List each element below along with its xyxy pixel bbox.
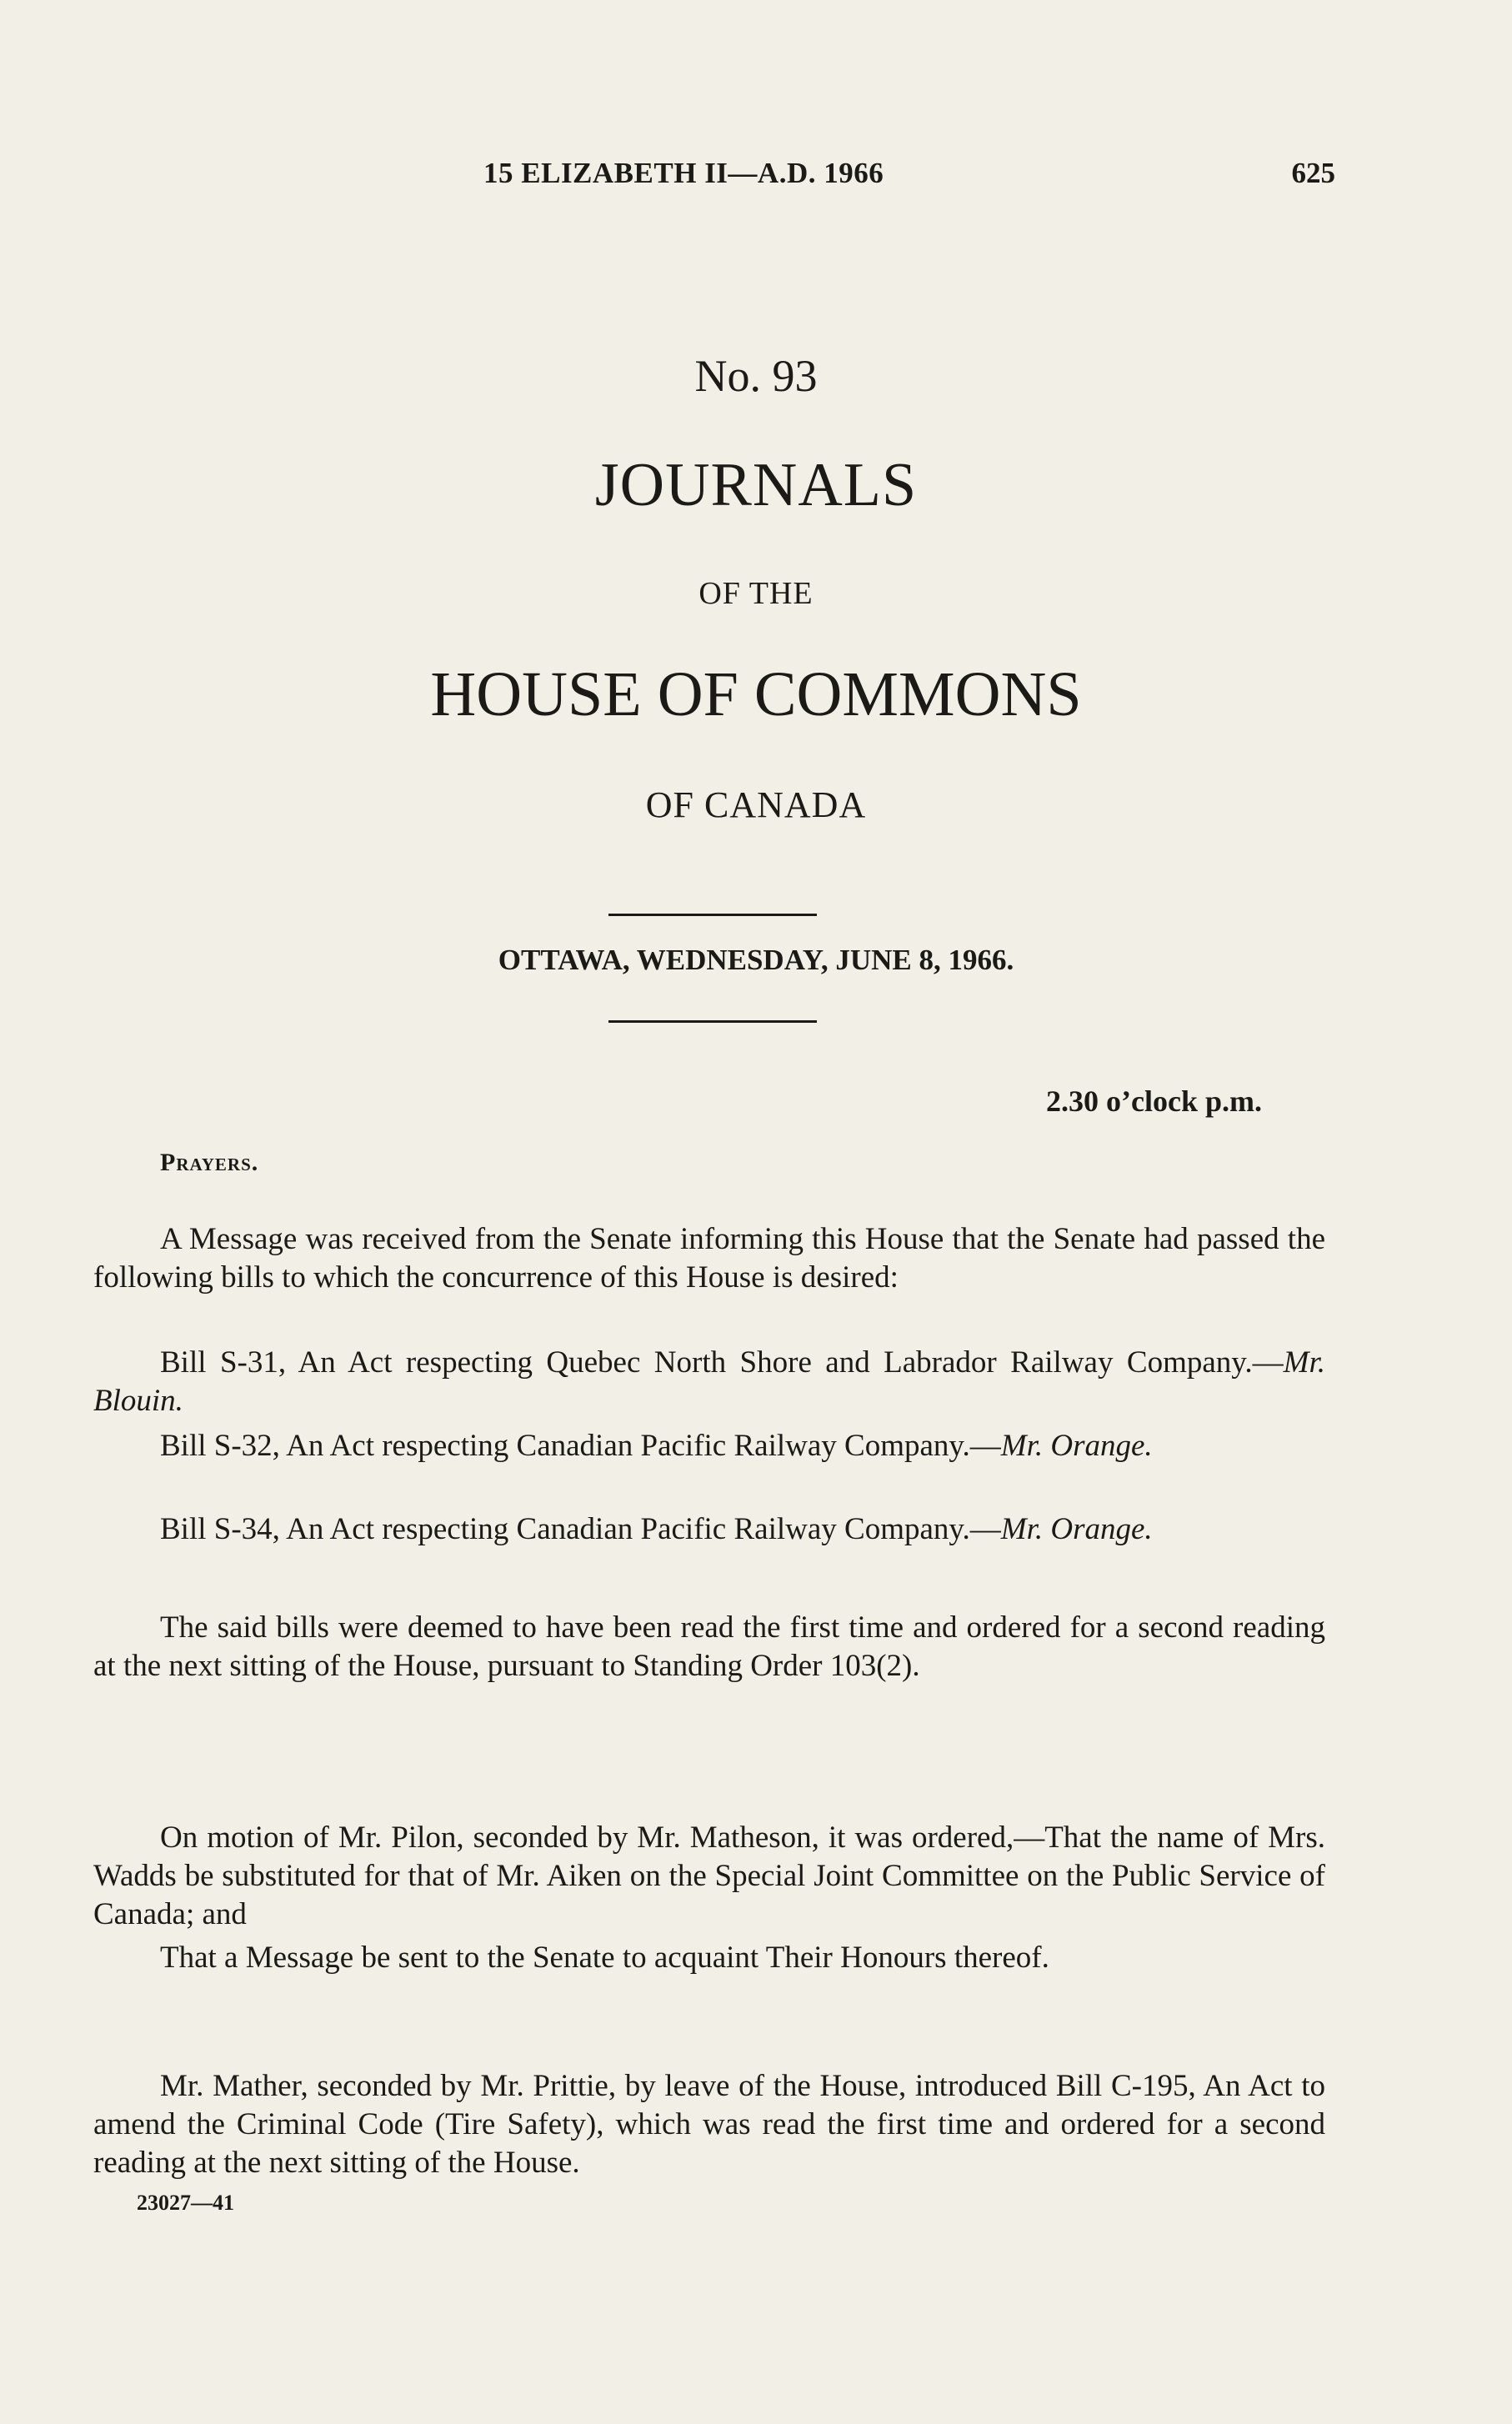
bill-s34-text: Bill S-34, An Act respecting Canadian Pacific Railway Company.—: [160, 1512, 1001, 1546]
running-title: 15 ELIZABETH II—A.D. 1966: [483, 157, 884, 189]
of-the-line: OF THE: [698, 576, 814, 611]
divider-bottom: [608, 1020, 817, 1023]
footer-code: 23027—41: [137, 2191, 234, 2215]
message-paragraph: A Message was received from the Senate informing this House that the Senate had passed the following bills to which the concurrence of this House is desired:: [93, 1222, 1325, 1295]
bill-s34-paragraph: [93, 1510, 1325, 1549]
divider-top: [608, 914, 817, 916]
date-line: OTTAWA, WEDNESDAY, JUNE 8, 1966.: [498, 944, 1014, 976]
bill-c195-paragraph: Mr. Mather, seconded by Mr. Prittie, by leave of the House, introduced Bill C-195, An Act to amend the Criminal Code (Tire Safety), which was read the first time and ordered for a second reading at the next sitting of the House.: [93, 2069, 1325, 2180]
bill-s32-text: Bill S-32, An Act respecting Canadian Pacific Railway Company.—: [160, 1429, 1001, 1463]
issue-number: No. 93: [694, 351, 818, 401]
house-of-commons-title: HOUSE OF COMMONS: [430, 659, 1082, 729]
bill-s32-member: Mr. Orange.: [1000, 1429, 1153, 1463]
sitting-time: 2.30 o’clock p.m.: [1046, 1084, 1262, 1118]
bill-s31-paragraph: [93, 1344, 1325, 1420]
running-head: [93, 157, 1335, 198]
page-number: 625: [1291, 157, 1335, 189]
bill-s31-text: Bill S-31, An Act respecting Quebec North Shore and Labrador Railway Company.—: [160, 1345, 1284, 1380]
of-canada-line: OF CANADA: [645, 784, 867, 825]
prayers-heading: Prayers.: [160, 1149, 259, 1176]
first-reading-paragraph: The said bills were deemed to have been read the first time and ordered for a second reading at the next sitting of the House, pursuant to Standing Order 103(2).: [93, 1610, 1325, 1683]
message-to-senate-paragraph: That a Message be sent to the Senate to acquaint Their Honours thereof.: [160, 1941, 1049, 1975]
committee-motion-paragraph: On motion of Mr. Pilon, seconded by Mr. Matheson, it was ordered,—That the name of Mrs. Wadds be substituted for that of Mr. Aiken on the Special Joint Committee on the Public Service of Canada; and: [93, 1821, 1325, 1931]
journals-title: JOURNALS: [594, 451, 918, 519]
bill-s34-member: Mr. Orange.: [1000, 1512, 1153, 1546]
bill-s32-paragraph: [93, 1427, 1325, 1465]
bill-s31-member: Mr. Blouin.: [93, 1345, 1325, 1418]
